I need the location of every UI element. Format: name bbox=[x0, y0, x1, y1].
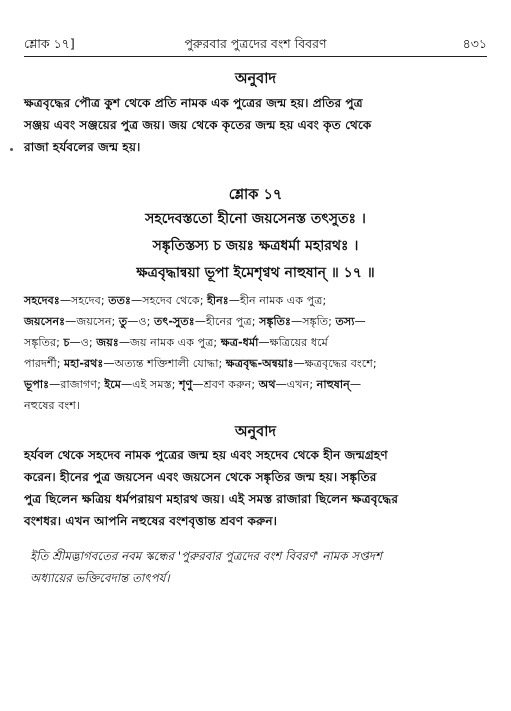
header-verse-ref: শ্লোক ১৭] bbox=[24, 36, 75, 51]
chapter-end-note bbox=[30, 545, 487, 589]
translation-2-line: হর্যবল থেকে সহদেব নামক পুত্রের জন্ম হয় এবং সহদেব থেকে হীন জন্মগ্রহণ bbox=[24, 448, 388, 462]
synonym-gloss: সঙ্কৃতির; bbox=[24, 336, 64, 349]
synonym-term: ভূপাঃ bbox=[24, 378, 50, 391]
synonym-term: জয়সেনঃ bbox=[24, 315, 66, 328]
synonym-gloss: — bbox=[354, 315, 366, 328]
translation-1-line: ক্ষত্রবৃদ্ধের পৌত্র কুশ থেকে প্রতি নামক এক পুত্রের জন্ম হয়। প্রতির পুত্র bbox=[24, 96, 363, 110]
synonym-line bbox=[24, 395, 487, 416]
synonym-gloss: —রাজাগণ; bbox=[49, 378, 105, 391]
synonym-line bbox=[24, 374, 487, 395]
end-note-line: অধ্যায়ের ভক্তিবেদান্ত তাৎপর্য। bbox=[30, 571, 170, 585]
synonyms-block bbox=[24, 290, 487, 416]
synonym-gloss: —ক্ষত্রবৃদ্ধের বংশে; bbox=[293, 357, 377, 370]
synonym-gloss: —জয়সেন; bbox=[65, 315, 119, 328]
synonym-gloss: —এই সমস্ত; bbox=[120, 378, 179, 391]
synonym-gloss: — bbox=[349, 378, 361, 391]
synonym-term: তস্য bbox=[335, 315, 355, 328]
synonym-gloss: —জয় নামক এক পুত্র; bbox=[118, 336, 221, 349]
synonym-gloss: —ক্ষত্রিয়ের ধর্মে bbox=[258, 336, 328, 349]
synonym-term: মহা-রথঃ bbox=[64, 357, 104, 370]
synonym-term: শৃণু bbox=[178, 378, 193, 391]
synonym-gloss: নহুষের বংশ। bbox=[24, 399, 80, 412]
header-rule bbox=[24, 56, 487, 57]
synonym-gloss: পারদর্শী; bbox=[24, 357, 65, 370]
synonym-term: ক্ষত্রবৃদ্ধ-অন্বয়াঃ bbox=[225, 357, 294, 370]
synonym-term: জয়ঃ bbox=[96, 336, 119, 349]
synonym-gloss: —হীনের পুত্র; bbox=[194, 315, 260, 328]
synonym-term: তৎ-সুতঃ bbox=[153, 315, 195, 328]
synonym-line bbox=[24, 290, 487, 311]
synonym-gloss: —শ্রবণ করুন; bbox=[192, 378, 259, 391]
translation-1-line: সঞ্জয় এবং সঞ্জয়ের পুত্র জয়। জয় থেকে কৃতের জন্ম হয় এবং কৃত থেকে bbox=[24, 118, 372, 132]
synonym-line bbox=[24, 311, 487, 332]
synonym-term: হীনঃ bbox=[207, 294, 229, 307]
translation-heading-2: অনুবাদ bbox=[234, 424, 277, 440]
verse-heading: শ্লোক ১৭ bbox=[228, 187, 283, 203]
synonym-term: ইমে bbox=[104, 378, 121, 391]
margin-dot bbox=[10, 148, 13, 151]
translation-heading-1: অনুবাদ bbox=[234, 71, 277, 87]
verse-line: ক্ষত্রবৃদ্ধান্বয়া ভূপা ইমেশৃণ্বথ নাহুষান্ ॥ ১৭ ॥ bbox=[136, 265, 375, 281]
synonym-term: ততঃ bbox=[108, 294, 131, 307]
synonym-gloss: —অত্যন্ত শক্তিশালী যোদ্ধা; bbox=[103, 357, 226, 370]
synonym-line bbox=[24, 353, 487, 374]
translation-2-line: করেন। হীনের পুত্র জয়সেন এবং জয়সেন থেকে সঙ্কৃতির জন্ম হয়। সঙ্কৃতির bbox=[24, 470, 377, 484]
synonym-term: নাহুষান্ bbox=[316, 378, 350, 391]
translation-paragraph-1 bbox=[24, 92, 487, 158]
synonym-term: অথ bbox=[258, 378, 276, 391]
synonym-term: চ bbox=[63, 336, 70, 349]
translation-2-line: বংশধর। এখন আপনি নহুষের বংশবৃত্তান্ত শ্রবণ করুন। bbox=[24, 514, 277, 528]
synonym-gloss: —সহদেব থেকে; bbox=[131, 294, 208, 307]
synonym-gloss: —এখন; bbox=[275, 378, 317, 391]
verse-line: সহদেবস্ততো হীনো জয়সেনস্ত তৎসুতঃ । bbox=[145, 211, 366, 227]
synonym-term: ক্ষত্র-ধর্মা bbox=[220, 336, 259, 349]
synonym-gloss: —ও; bbox=[69, 336, 97, 349]
synonym-gloss: —সহদেব; bbox=[59, 294, 109, 307]
translation-paragraph-2 bbox=[24, 444, 487, 532]
synonym-gloss: —ও; bbox=[127, 315, 154, 328]
translation-2-line: পুত্র ছিলেন ক্ষত্রিয় ধর্মপরায়ণ মহারথ জয়। এই সমস্ত রাজারা ছিলেন ক্ষত্রবৃদ্ধের bbox=[24, 492, 399, 506]
synonym-term: সঙ্কৃতিঃ bbox=[259, 315, 292, 328]
synonym-gloss: —হীন নামক এক পুত্র; bbox=[228, 294, 327, 307]
synonym-term: তু bbox=[118, 315, 128, 328]
verse-line: সঙ্কৃতিস্তস্য চ জয়ঃ ক্ষত্রধর্মা মহারথঃ । bbox=[152, 238, 359, 254]
synonym-gloss: —সঙ্কৃতি; bbox=[291, 315, 336, 328]
synonym-term: সহদেবঃ bbox=[24, 294, 60, 307]
end-note-line: ইতি শ্রীমদ্ভাগবতের নবম স্কন্ধের 'পুরুরবার পুত্রদের বংশ বিবরণ' নামক সপ্তদশ bbox=[30, 549, 382, 563]
running-header bbox=[24, 36, 487, 52]
synonym-line bbox=[24, 332, 487, 353]
page-number: ৪৩১ bbox=[462, 36, 487, 51]
header-chapter-title: পুরুরবার পুত্রদের বংশ বিবরণ bbox=[184, 36, 327, 51]
translation-1-line: রাজা হর্যবলের জন্ম হয়। bbox=[24, 140, 141, 154]
